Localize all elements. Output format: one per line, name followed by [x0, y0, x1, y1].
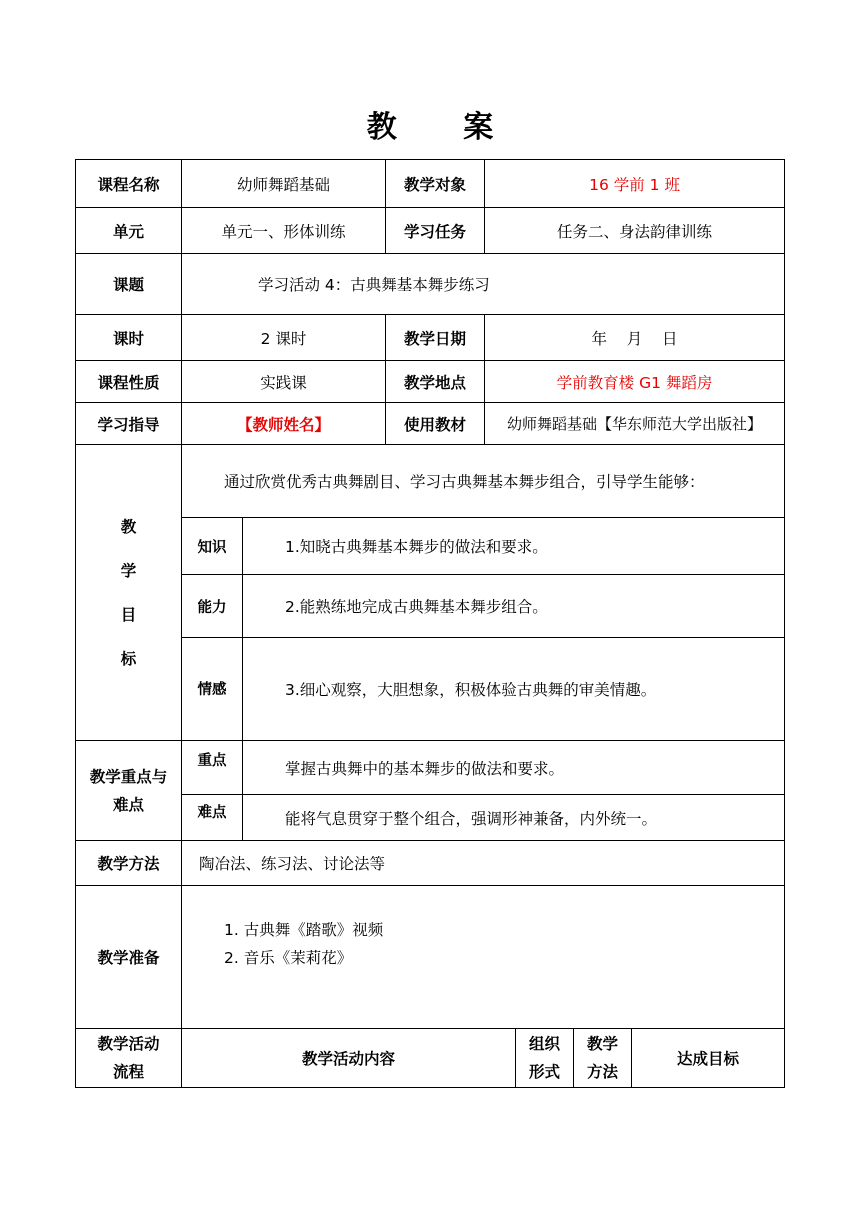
objective-ability-text: 2.能熟练地完成古典舞基本舞步组合。: [243, 575, 785, 638]
hours-label: 课时: [76, 315, 182, 361]
flow-header-method-line1: 教学: [587, 1035, 619, 1053]
row-topic: [76, 254, 785, 315]
topic-label: 课题: [76, 254, 182, 315]
row-guide: [76, 403, 785, 445]
course-name-label: 课程名称: [76, 160, 182, 208]
row-method: [76, 841, 785, 886]
document-title: 教 案: [366, 110, 522, 145]
textbook-label: 使用教材: [386, 403, 485, 445]
date-label: 教学日期: [386, 315, 485, 361]
objective-ability-label: 能力: [182, 575, 243, 638]
key-points-label: [76, 741, 182, 841]
row-unit: [76, 208, 785, 254]
unit-value: 单元一、形体训练: [182, 208, 386, 254]
row-hours: [76, 315, 785, 361]
preparation-item: 1. 古典舞《踏歌》视频: [224, 921, 384, 939]
preparation-item: 2. 音乐《茉莉花》: [224, 949, 353, 967]
flow-header-content: 教学活动内容: [182, 1029, 516, 1088]
difficult-point-text: 能将气息贯穿于整个组合，强调形神兼备，内外统一。: [243, 795, 785, 841]
row-nature: [76, 361, 785, 403]
course-name-value: 幼师舞蹈基础: [182, 160, 386, 208]
place-value: 学前教育楼 G1 舞蹈房: [485, 361, 785, 403]
row-objective-ability: [76, 575, 785, 638]
row-objective-emotion: [76, 638, 785, 741]
row-objective-knowledge: [76, 518, 785, 575]
target-label: 教学对象: [386, 160, 485, 208]
flow-header-organization-line2: 形式: [529, 1063, 561, 1081]
row-preparation: [76, 886, 785, 1029]
key-point-text: 掌握古典舞中的基本舞步的做法和要求。: [243, 741, 785, 795]
objective-knowledge-label: 知识: [182, 518, 243, 575]
preparation-list: [182, 886, 785, 1029]
guide-value: 【教师姓名】: [182, 403, 386, 445]
task-value: 任务二、身法韵律训练: [485, 208, 785, 254]
flow-header-goal: 达成目标: [632, 1029, 785, 1088]
objectives-label: [76, 445, 182, 741]
unit-label: 单元: [76, 208, 182, 254]
key-points-label-line1: 教学重点与: [89, 767, 168, 786]
hours-value: 2 课时: [182, 315, 386, 361]
row-difficult-point: [76, 795, 785, 841]
textbook-value: 幼师舞蹈基础【华东师范大学出版社】: [485, 403, 785, 445]
nature-value: 实践课: [182, 361, 386, 403]
row-objectives-intro: [76, 445, 785, 518]
objective-emotion-label: 情感: [182, 638, 243, 741]
flow-header-method-line2: 方法: [587, 1063, 619, 1081]
flow-header-organization-line1: 组织: [529, 1035, 561, 1053]
row-course: [76, 160, 785, 208]
key-points-label-line2: 难点: [112, 795, 144, 814]
flow-header-method: [574, 1029, 632, 1088]
preparation-label: 教学准备: [76, 886, 182, 1029]
date-value: 年 月 日: [485, 315, 785, 361]
target-value: 16 学前 1 班: [485, 160, 785, 208]
row-flow-header: [76, 1029, 785, 1088]
objective-knowledge-text: 1.知晓古典舞基本舞步的做法和要求。: [243, 518, 785, 575]
flow-header-process-line1: 教学活动: [97, 1035, 160, 1053]
difficult-point-label: 难点: [182, 795, 243, 841]
flow-header-process: [76, 1029, 182, 1088]
guide-label: 学习指导: [76, 403, 182, 445]
flow-header-process-line2: 流程: [112, 1063, 144, 1081]
nature-label: 课程性质: [76, 361, 182, 403]
method-label: 教学方法: [76, 841, 182, 886]
topic-value: 学习活动 4：古典舞基本舞步练习: [182, 254, 785, 315]
objectives-label-char: 学: [120, 561, 137, 580]
objectives-label-char: 标: [120, 649, 137, 668]
method-text: 陶冶法、练习法、讨论法等: [182, 841, 785, 886]
row-key-point: [76, 741, 785, 795]
flow-header-organization: [516, 1029, 574, 1088]
lesson-plan-table: [75, 159, 785, 1088]
place-label: 教学地点: [386, 361, 485, 403]
task-label: 学习任务: [386, 208, 485, 254]
objectives-intro: 通过欣赏优秀古典舞剧目、学习古典舞基本舞步组合，引导学生能够：: [182, 445, 785, 518]
objectives-label-char: 教: [120, 517, 137, 536]
objectives-label-char: 目: [120, 605, 137, 624]
objective-emotion-text: 3.细心观察，大胆想象，积极体验古典舞的审美情趣。: [243, 638, 785, 741]
key-point-label: 重点: [182, 741, 243, 795]
